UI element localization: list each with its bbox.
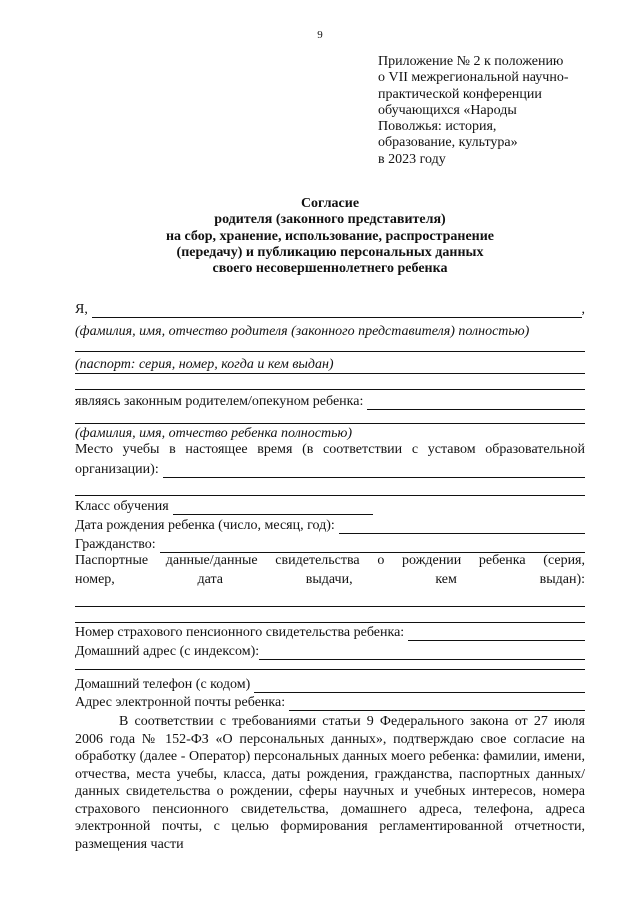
parent-name-field[interactable]	[92, 305, 582, 318]
consent-paragraph: В соответствии с требованиями статьи 9 Федерального закона от 27 июля 2006 года № 152-ФЗ «О персональных данных», подтверждаю свое согласие на обработку (далее - Оператор) персональных данных моего ребенка: фамилии, имени, отчества, места учебы, класса, даты рождения, гражданства, паспортных данных/данных свидетельства о рождении, сферы научных и учебных интересов, номера страхового пенсионного свидетельства, домашнего адреса, телефона, адреса электронной почты, с целью формирования регламентированной отчетности, размещения части	[75, 714, 585, 852]
child-row	[75, 390, 585, 410]
passport-hint-row	[75, 352, 585, 374]
appendix-line: образование, культура»	[378, 135, 518, 151]
title-line: своего несовершеннолетнего ребенка	[212, 261, 448, 277]
page-number: 9	[317, 29, 323, 41]
appendix-line: о VII межрегиональной научно-	[378, 70, 569, 86]
passport-field[interactable]	[334, 361, 585, 374]
pension-field[interactable]	[408, 628, 585, 641]
study-place-row-2	[75, 460, 585, 478]
title-line: Согласие	[300, 196, 360, 211]
consent-paragraph-block	[75, 713, 585, 853]
child-name-field[interactable]	[367, 397, 585, 410]
parent-name-hint: (фамилия, имя, отчество родителя (законного представителя) полностью)	[75, 324, 530, 339]
appendix-line: Поволжья: история,	[378, 119, 497, 135]
class-label: Класс обучения	[75, 499, 169, 514]
parent-name-hint-row	[75, 318, 585, 340]
phone-row	[75, 670, 585, 693]
citizenship-field[interactable]	[160, 540, 585, 553]
citizenship-row	[75, 534, 585, 553]
parent-of-child-label: являясь законным родителем/опекуном ребенка:	[75, 394, 364, 409]
child-name-hint: (фамилия, имя, отчество ребенка полностью)	[75, 426, 352, 441]
child-hint-row	[75, 424, 585, 442]
parent-name-row	[75, 300, 585, 318]
study-place-label: Место учебы в настоящее время (в соответствии с уставом образовательной	[75, 442, 585, 457]
passport-data-label-2: номер, дата выдачи, кем выдан):	[75, 572, 585, 587]
appendix-line: в 2023 году	[378, 151, 446, 167]
title-line: (передачу) и публикацию персональных данных	[176, 244, 484, 260]
pension-row	[75, 623, 585, 641]
email-field[interactable]	[289, 698, 585, 711]
email-row	[75, 693, 585, 711]
passport-data-label: Паспортные данные/данные свидетельства о рождении ребенка (серия,	[75, 553, 585, 568]
phone-label: Домашний телефон (с кодом)	[75, 677, 251, 692]
consent-form	[75, 300, 585, 853]
address-field[interactable]	[259, 647, 585, 660]
study-place-field[interactable]	[163, 465, 585, 478]
class-field[interactable]	[173, 502, 373, 515]
birth-date-label: Дата рождения ребенка (число, месяц, год):	[75, 518, 335, 533]
study-place-label-2: организации):	[75, 462, 159, 477]
ya-label: Я,	[75, 302, 88, 317]
citizenship-label: Гражданство:	[75, 537, 156, 552]
email-label: Адрес электронной почты ребенка:	[75, 695, 286, 710]
class-row	[75, 496, 585, 515]
appendix-line: Приложение № 2 к положению	[378, 54, 564, 69]
study-place-row-1	[75, 442, 585, 460]
birth-date-row	[75, 515, 585, 534]
appendix-line: обучающихся «Народы	[378, 102, 517, 118]
comma-label: ,	[581, 302, 585, 317]
title-line: на сбор, хранение, использование, распространение	[165, 228, 494, 244]
passport-data-row-1	[75, 553, 585, 572]
title-line: родителя (законного представителя)	[214, 212, 446, 228]
document-title	[80, 196, 580, 277]
phone-field[interactable]	[254, 680, 585, 693]
passport-hint: (паспорт: серия, номер, когда и кем выдан)	[75, 357, 334, 372]
passport-data-row-2	[75, 572, 585, 591]
birth-date-field[interactable]	[339, 521, 585, 534]
pension-label: Номер страхового пенсионного свидетельства ребенка:	[75, 625, 405, 640]
appendix-note	[378, 54, 618, 168]
address-row	[75, 641, 585, 660]
address-label: Домашний адрес (с индексом):	[75, 644, 260, 659]
appendix-line: практической конференции	[378, 86, 542, 102]
